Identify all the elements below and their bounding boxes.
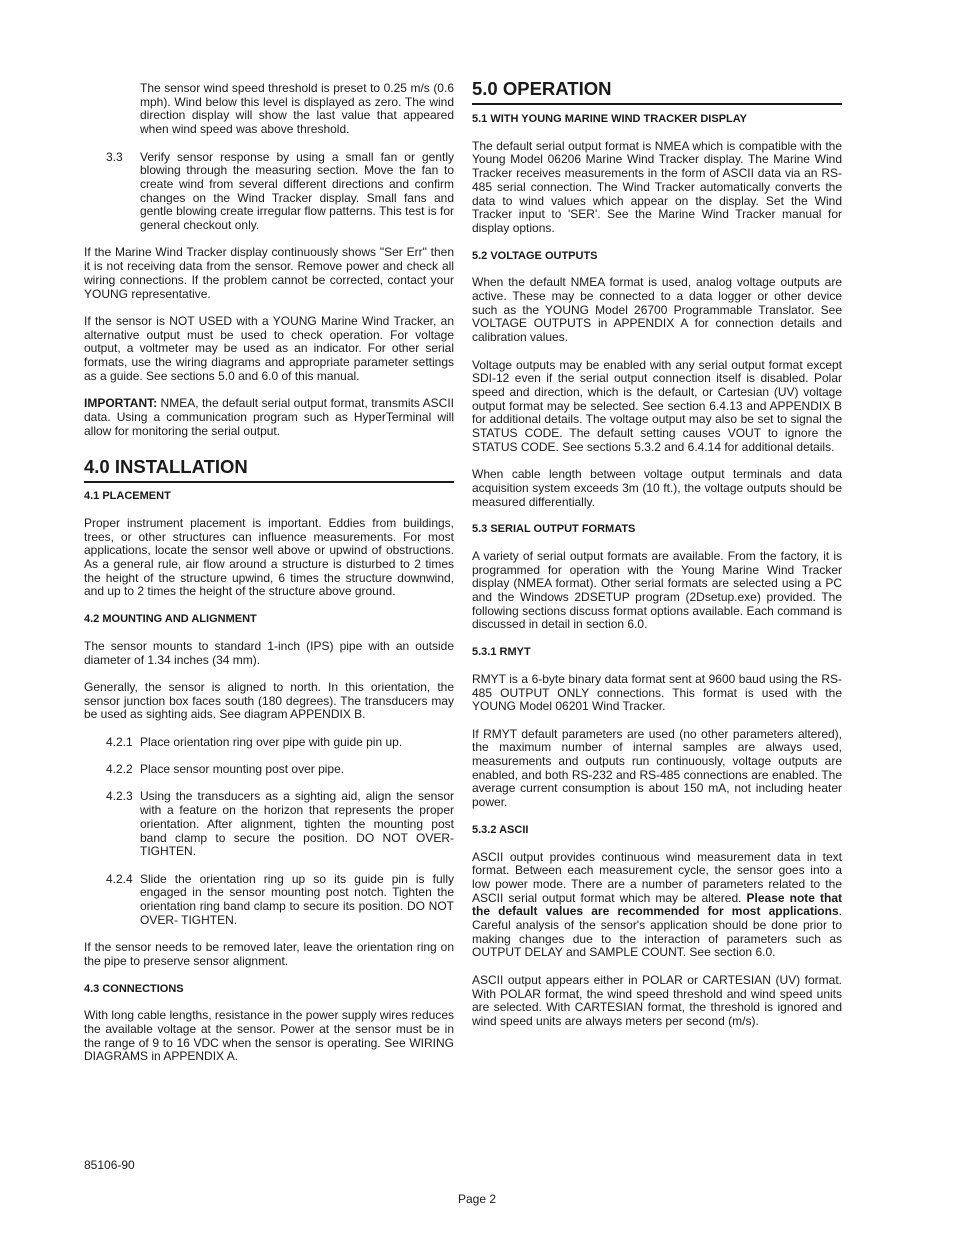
voltage-outputs-heading: 5.2 VOLTAGE OUTPUTS [472,249,598,262]
mounting-heading: 4.2 MOUNTING AND ALIGNMENT [84,613,257,626]
step-text: Place sensor mounting post over pipe. [140,762,345,777]
document-number: 85106-90 [84,1158,135,1172]
rmyt-heading: 5.3.1 RMYT [472,646,531,659]
step-number: 4.2.4 [106,871,133,886]
placement-paragraph: Proper instrument placement is important. Eddies from buildings, trees, or other structures can influence measurements. For most applications, locate the sensor well above or upwind of obstructions. As a general rule, air flow around a structure is disturbed to 2 times the height of the structure upwind, 6 times the structure downwind, and up to 2 times the height of the structure above ground. [84,515,454,599]
step-number: 4.2.1 [106,734,133,749]
connections-paragraph: With long cable lengths, resistance in the power supply wires reduces the available voltage at the sensor. Power at the sensor must be in the range of 9 to 16 VDC when the sensor is operating. See WIRING DIAGRAMS in APPENDIX A. [84,1008,454,1064]
step-4-2-2 [84,763,454,777]
step-text: Place orientation ring over pipe with guide pin up. [140,734,403,749]
step-4-2-1 [84,736,454,750]
ascii-bold-note: Please note that the default values are recommended for most applications [472,890,842,919]
rmyt-paragraph-1: RMYT is a 6-byte binary data format sent at 9600 baud using the RS-485 OUTPUT ONLY connections. This format is used with the YOUNG Model 06201 Wind Tracker. [472,671,842,714]
step-text: Using the transducers as a sighting aid, align the sensor with a feature on the horizon that represents the proper orientation. After alignment, tighten the mounting post band clamp to secure the position. DO NOT OVER-TIGHTEN. [140,789,454,859]
step-number: 4.2.3 [106,789,133,804]
step-text: Verify sensor response by using a small fan or gently blowing through the measuring section. Move the fan to create wind from several different directions and confirm changes on the Wind Tracker display. Small fans and gentle blowing create irregular flow patterns. This test is for general checkout only. [140,149,454,233]
wind-tracker-paragraph: The default serial output format is NMEA which is compatible with the Young Model 06206 Marine Wind Tracker display. The Marine Wind Tracker receives measurements in the form of ASCII data via an RS-485 serial connection. The Wind Tracker automatically converts the data to wind values which appear on the display. Set the Wind Tracker input to 'SER'. See the Marine Wind Tracker manual for display options. [472,138,842,235]
placement-heading: 4.1 PLACEMENT [84,490,171,503]
left-column [84,78,454,1064]
page-number: Page 2 [457,1192,497,1206]
step-text: Slide the orientation ring up so its guide pin is fully engaged in the sensor mounting post notch. Tighten the orientation ring band clamp to secure its position. DO NOT OVER- TIGHTEN. [140,871,454,927]
ascii-text-2: . Careful analysis of the sensor's application should be done prior to making changes due to the interaction of parameters such as OUTPUT DELAY and SAMPLE COUNT. See section 6.0. [472,904,842,960]
ascii-text-1: ASCII output provides continuous wind measurement data in text format. Between each measurement cycle, the sensor goes into a low power mode. There are a number of parameters related to the ASCII serial output format which may be altered. [472,849,842,905]
step-4-2-4 [84,873,454,928]
serial-formats-heading: 5.3 SERIAL OUTPUT FORMATS [472,523,636,536]
operation-heading: 5.0 OPERATION [472,78,842,105]
mounting-paragraph-2: Generally, the sensor is aligned to north. In this orientation, the sensor junction box faces south (180 degrees). The transducers may be used as sighting aids. See diagram APPENDIX B. [84,679,454,722]
not-used-paragraph: If the sensor is NOT USED with a YOUNG Marine Wind Tracker, an alternative output must be used to check operation. For voltage output, a voltmeter may be used as an indicator. For other serial formats, use the wiring diagrams and appropriate parameter settings as a guide. See sections 5.0 and 6.0 of this manual. [84,313,454,383]
voltage-paragraph-3: When cable length between voltage output terminals and data acquisition system exceeds 3m (10 ft.), the voltage outputs should be measured differentially. [472,467,842,509]
important-label: IMPORTANT: [84,396,158,411]
ascii-heading: 5.3.2 ASCII [472,823,529,836]
voltage-paragraph-1: When the default NMEA format is used, analog voltage outputs are active. These may be connected to a data logger or other device such as the YOUNG Model 26700 Programmable Translator. See VOLTAGE OUTPUTS in APPENDIX A for connection details and calibration values. [472,275,842,345]
right-column [472,78,842,1029]
important-text: NMEA, the default serial output format, transmits ASCII data. Using a communication program such as HyperTerminal will allow for monitoring the serial output. [84,396,454,438]
mounting-paragraph-1: The sensor mounts to standard 1-inch (IPS) pipe with an outside diameter of 1.34 inches (34 mm). [84,638,454,667]
serial-formats-paragraph: A variety of serial output formats are available. From the factory, it is programmed for operation with the Young Marine Wind Tracker display (NMEA format). Other serial formats are selected using a PC and the Windows 2DSETUP program (2Dsetup.exe) provided. The following sections discuss format options available. Each command is discussed in detail in section 6.0. [472,548,842,632]
ascii-paragraph-2: ASCII output appears either in POLAR or CARTESIAN (UV) format. With POLAR format, the wind speed threshold and wind speed units are selected. With CARTESIAN format, the threshold is ignored and wind speed units are always meters per second (m/s). [472,972,842,1028]
voltage-paragraph-2: Voltage outputs may be enabled with any serial output format except SDI-12 even if the serial output connection itself is disabled. Polar speed and direction, which is the default, or Cartesian (UV) voltage output format may be selected. See section 6.4.13 and APPENDIX B for additional details. The voltage output may also be set to signal the STATUS CODE. The default setting causes VOUT to ignore the STATUS CODE. See sections 5.3.2 and 6.4.14 for additional details. [472,357,842,454]
installation-heading: 4.0 INSTALLATION [84,456,454,483]
connections-heading: 4.3 CONNECTIONS [84,982,184,995]
step-number: 4.2.2 [106,762,133,777]
threshold-paragraph: The sensor wind speed threshold is preset to 0.25 m/s (0.6 mph). Wind below this level is displayed as zero. The wind direction display will show the last value that appeared when wind speed was above threshold. [140,81,454,137]
important-paragraph [84,397,454,438]
removed-paragraph: If the sensor needs to be removed later, leave the orientation ring on the pipe to preserve sensor alignment. [84,940,454,968]
step-3-3 [84,151,454,233]
step-number: 3.3 [106,149,123,164]
ser-err-paragraph: If the Marine Wind Tracker display continuously shows "Ser Err" then it is not receiving data from the sensor. Remove power and check all wiring connections. If the problem cannot be corrected, contact your YOUNG representative. [84,245,454,301]
rmyt-paragraph-2: If RMYT default parameters are used (no other parameters altered), the maximum number of internal samples are always used, measurements and outputs run continuously, voltage outputs are enabled, and both RS-232 and RS-485 connections are enabled. The average current consumption is about 150 mA, not including heater power. [472,726,842,810]
ascii-paragraph-1 [472,851,842,961]
wind-tracker-heading: 5.1 WITH YOUNG MARINE WIND TRACKER DISPLAY [472,113,748,125]
step-4-2-3 [84,790,454,859]
